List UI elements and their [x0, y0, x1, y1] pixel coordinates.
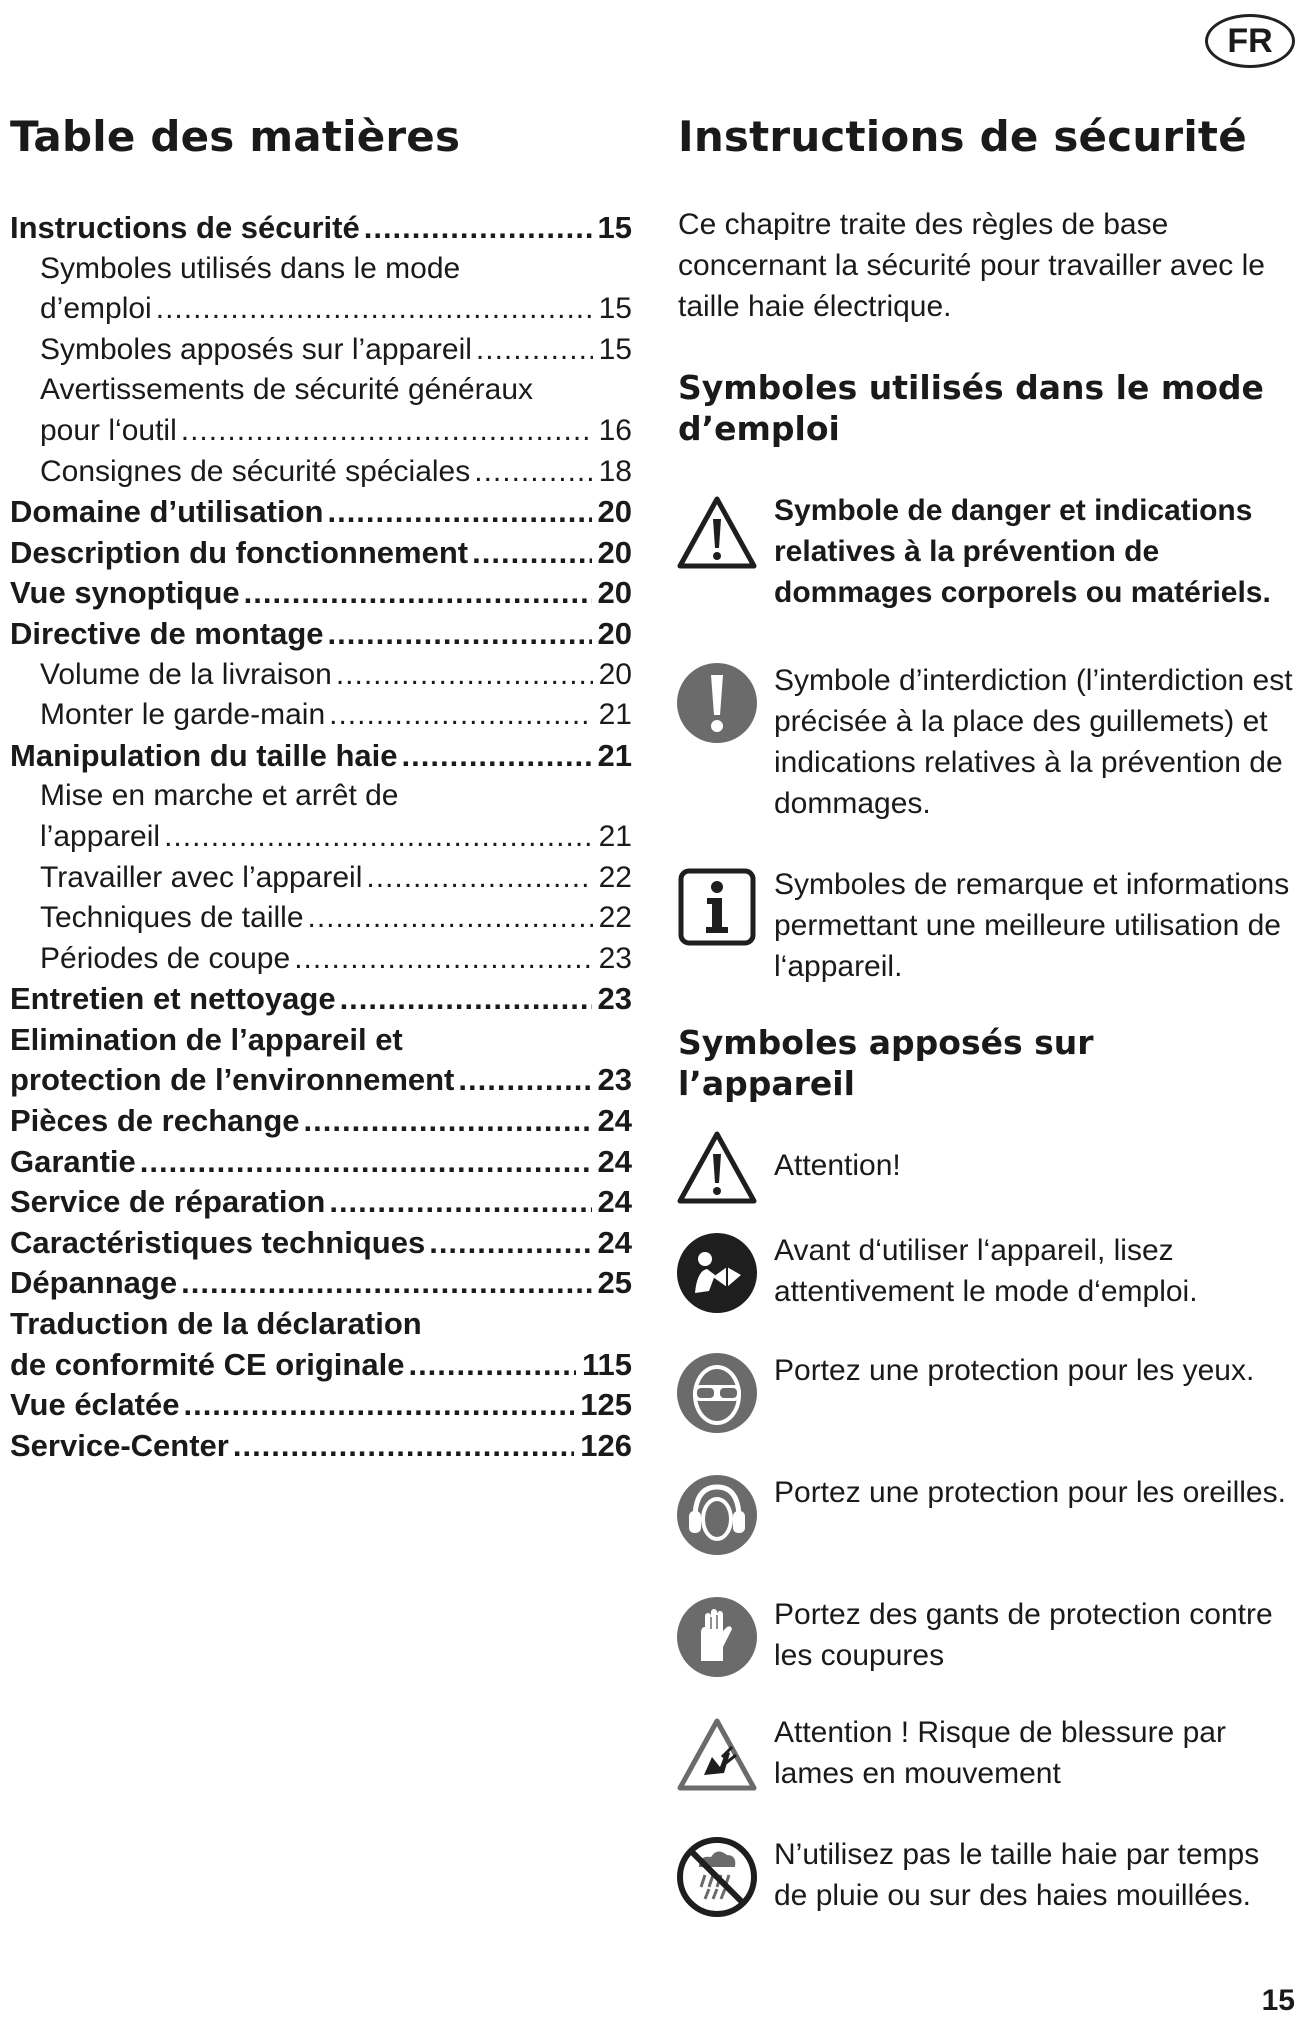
- toc-entry-label: Périodes de coupe: [40, 941, 291, 975]
- symbol-description: Portez des gants de protection contre les coupures: [774, 1598, 1273, 1672]
- toc-entry-label: Manipulation du taille haie: [10, 737, 398, 773]
- toc-entry-page: 21: [598, 698, 632, 732]
- toc-entry-label: Monter le garde-main: [40, 698, 326, 732]
- toc-entry-label: Vue synoptique: [10, 575, 240, 611]
- symbol-item: [674, 660, 1304, 824]
- toc-entry-label: d’emploi: [40, 292, 152, 326]
- toc-entry-label: Volume de la livraison: [40, 657, 332, 691]
- toc-entry[interactable]: [10, 1304, 632, 1345]
- toc-entry-label: protection de l’environnement: [10, 1062, 455, 1098]
- symbol-item: [674, 1834, 1304, 1920]
- symbol-description: Symboles de remarque et informations permettant une meilleure utilisation de l‘appareil.: [774, 868, 1290, 983]
- toc-entry[interactable]: [10, 776, 632, 817]
- toc-entry-page: 20: [597, 534, 632, 570]
- toc-entry[interactable]: [10, 1385, 632, 1426]
- symbol-description: Portez une protection pour les oreilles.: [774, 1476, 1286, 1509]
- toc-entry[interactable]: [10, 1426, 632, 1467]
- toc-entry-label: Traduction de la déclaration: [10, 1306, 422, 1342]
- toc-entry[interactable]: [10, 695, 632, 736]
- toc-entry-page: 125: [580, 1387, 632, 1423]
- toc-entry-page: 126: [580, 1427, 632, 1463]
- toc-entry[interactable]: [10, 614, 632, 655]
- toc-entry-label: Directive de montage: [10, 615, 324, 651]
- symbol-item: [674, 864, 1304, 987]
- toc-entry-label: Caractéristiques techniques: [10, 1224, 426, 1260]
- toc-entry-page: 24: [597, 1143, 632, 1179]
- toc-entry-page: 23: [597, 981, 632, 1017]
- toc-entry-label: Consignes de sécurité spéciales: [40, 454, 471, 488]
- toc-entry-label: l’appareil: [40, 819, 161, 853]
- language-badge: FR: [1205, 14, 1295, 68]
- toc-entry[interactable]: [10, 208, 632, 249]
- moving-blades-warning-icon: [674, 1712, 760, 1798]
- toc-entry[interactable]: [10, 979, 632, 1020]
- toc-entry[interactable]: [10, 452, 632, 493]
- toc-entry-label: Service de réparation: [10, 1184, 326, 1220]
- toc-entry[interactable]: [10, 1345, 632, 1386]
- device-symbols-heading: Symboles apposés sur l’appareil: [678, 1023, 1094, 1103]
- toc-entry-page: 15: [597, 210, 632, 245]
- table-of-contents: [10, 208, 632, 1466]
- toc-entry[interactable]: [10, 330, 632, 371]
- toc-entry-label: Description du fonctionnement: [10, 534, 469, 570]
- toc-entry-page: 21: [597, 737, 632, 773]
- no-rain-icon: [674, 1834, 760, 1920]
- toc-entry-page: 20: [597, 615, 632, 651]
- toc-entry-page: 22: [598, 901, 632, 935]
- toc-entry-label: Avertissements de sécurité généraux: [40, 373, 534, 407]
- toc-entry-page: 23: [597, 1062, 632, 1098]
- toc-entry-page: 21: [598, 819, 632, 853]
- read-manual-icon: [674, 1230, 760, 1316]
- toc-entry-label: de conformité CE originale: [10, 1346, 405, 1382]
- toc-entry[interactable]: [10, 1223, 632, 1264]
- toc-entry[interactable]: [10, 939, 632, 980]
- symbol-item: [674, 1350, 1304, 1436]
- symbol-description: Attention!: [774, 1149, 901, 1182]
- toc-entry-label: Entretien et nettoyage: [10, 981, 336, 1017]
- warning-triangle-icon: [674, 1125, 760, 1211]
- page-number: 15: [1261, 1984, 1295, 2017]
- toc-entry-label: Vue éclatée: [10, 1387, 180, 1423]
- toc-entry[interactable]: [10, 1060, 632, 1101]
- info-icon: [674, 864, 760, 950]
- toc-entry-label: Mise en marche et arrêt de: [40, 779, 399, 813]
- symbol-item: [674, 490, 1304, 613]
- toc-entry[interactable]: [10, 898, 632, 939]
- toc-entry-page: 20: [598, 657, 632, 691]
- symbol-description: Symbole d’interdiction (l’interdiction est précisée à la place des guillemets) et indications relatives à la prévention de dommages.: [774, 664, 1293, 820]
- toc-entry[interactable]: [10, 1182, 632, 1223]
- toc-entry[interactable]: [10, 249, 632, 290]
- toc-entry-page: 22: [598, 860, 632, 894]
- safety-intro: Ce chapitre traite des règles de base concernant la sécurité pour travailler avec le taille haie électrique.: [678, 208, 1265, 323]
- toc-entry-label: pour l‘outil: [40, 413, 177, 447]
- symbol-item: [674, 1712, 1304, 1798]
- toc-entry-page: 25: [597, 1265, 632, 1301]
- toc-entry-label: Instructions de sécurité: [10, 210, 360, 245]
- toc-entry[interactable]: [10, 858, 632, 899]
- toc-entry[interactable]: [10, 411, 632, 452]
- symbol-description: N’utilisez pas le taille haie par temps de pluie ou sur des haies mouillées.: [774, 1838, 1260, 1912]
- toc-entry[interactable]: [10, 736, 632, 777]
- symbol-item: [674, 1472, 1304, 1558]
- toc-entry-label: Travailler avec l’appareil: [40, 860, 363, 894]
- toc-title: Table des matières: [10, 112, 461, 161]
- toc-entry-label: Garantie: [10, 1143, 136, 1179]
- toc-entry[interactable]: [10, 533, 632, 574]
- symbol-item: [674, 1230, 1304, 1316]
- safety-title: Instructions de sécurité: [678, 112, 1247, 161]
- toc-entry[interactable]: [10, 289, 632, 330]
- prohibition-exclamation-icon: [674, 660, 760, 746]
- toc-entry-page: 23: [598, 941, 632, 975]
- toc-entry-label: Symboles apposés sur l’appareil: [40, 332, 472, 366]
- toc-entry[interactable]: [10, 1020, 632, 1061]
- protective-gloves-icon: [674, 1594, 760, 1680]
- toc-entry[interactable]: [10, 492, 632, 533]
- toc-entry-page: 20: [597, 575, 632, 611]
- toc-entry-page: 24: [597, 1224, 632, 1260]
- toc-entry[interactable]: [10, 655, 632, 696]
- symbol-item: [674, 1594, 1304, 1680]
- toc-entry-label: Symboles utilisés dans le mode: [40, 251, 461, 285]
- toc-entry[interactable]: [10, 370, 632, 411]
- toc-entry[interactable]: [10, 817, 632, 858]
- symbol-description: Portez une protection pour les yeux.: [774, 1354, 1255, 1387]
- toc-entry[interactable]: [10, 573, 632, 614]
- toc-entry[interactable]: [10, 1101, 632, 1142]
- toc-entry-page: 24: [597, 1103, 632, 1139]
- toc-entry-page: 24: [597, 1184, 632, 1220]
- toc-entry-label: Service-Center: [10, 1427, 229, 1463]
- ear-protection-icon: [674, 1472, 760, 1558]
- symbol-description: Avant d‘utiliser l‘appareil, lisez attentivement le mode d‘emploi.: [774, 1234, 1198, 1308]
- manual-symbols-heading: Symboles utilisés dans le mode d’emploi: [678, 368, 1264, 448]
- symbol-description: Symbole de danger et indications relatives à la prévention de dommages corporels ou matériels.: [774, 494, 1271, 609]
- toc-entry-label: Domaine d’utilisation: [10, 494, 324, 530]
- toc-entry-label: Pièces de rechange: [10, 1103, 300, 1139]
- warning-triangle-icon: [674, 490, 760, 576]
- toc-entry-page: 15: [598, 332, 632, 366]
- toc-entry-page: 15: [598, 292, 632, 326]
- toc-entry-label: Elimination de l’appareil et: [10, 1021, 403, 1057]
- toc-entry-page: 20: [597, 494, 632, 530]
- toc-entry[interactable]: [10, 1263, 632, 1304]
- toc-entry-page: 115: [581, 1346, 632, 1382]
- symbol-item: [674, 1125, 1304, 1211]
- toc-entry-label: Techniques de taille: [40, 901, 304, 935]
- toc-entry-page: 18: [598, 454, 632, 488]
- toc-entry-page: 16: [598, 413, 632, 447]
- symbol-description: Attention ! Risque de blessure par lames en mouvement: [774, 1716, 1226, 1790]
- toc-entry[interactable]: [10, 1142, 632, 1183]
- toc-entry-label: Dépannage: [10, 1265, 178, 1301]
- eye-protection-icon: [674, 1350, 760, 1436]
